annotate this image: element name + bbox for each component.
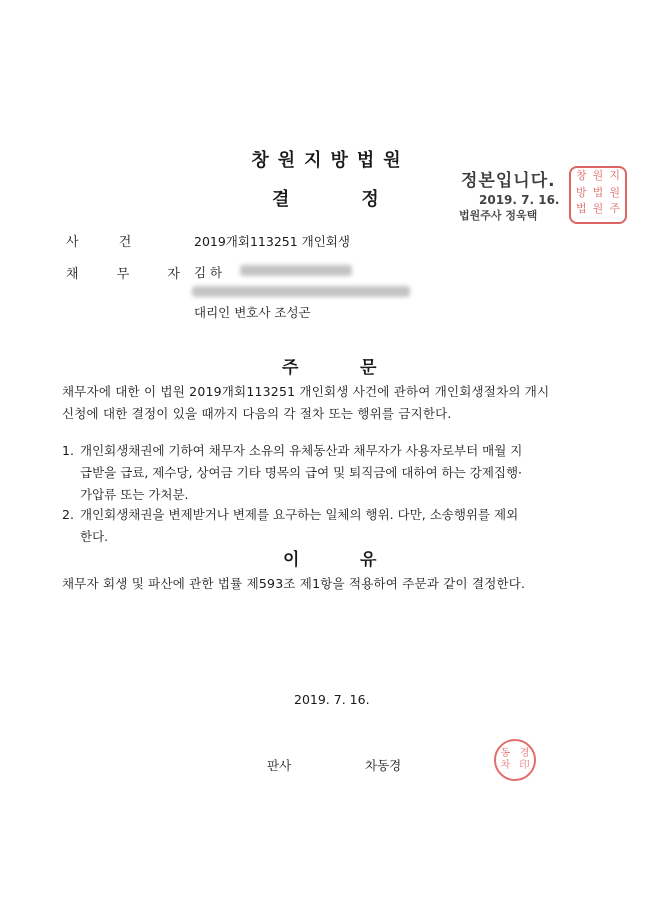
court-seal-stamp: 창 원 지 방 법 원 법 원 주 xyxy=(569,166,627,224)
order-item-1-line-2: 급받을 급료, 제수당, 상여금 기타 명목의 급여 및 퇴직금에 대하여 하는 강제집행· xyxy=(80,465,523,480)
debtor-label: 채 무 자 xyxy=(66,267,197,282)
reason-text: 채무자 회생 및 파산에 관한 법률 제593조 제1항을 적용하여 주문과 같이 결정한다. xyxy=(62,576,526,591)
document-type-title xyxy=(272,185,379,211)
decision-date: 2019. 7. 16. xyxy=(294,692,370,707)
redacted-name xyxy=(240,265,352,276)
reason-title-char-1: 이 xyxy=(283,550,300,570)
order-item-2-number: 2. xyxy=(62,507,74,522)
reason-title-char-2: 유 xyxy=(360,550,377,570)
order-item-1-number: 1. xyxy=(62,443,74,458)
order-item-2-line-2: 한다. xyxy=(80,529,109,544)
debtor-name: 김 하 xyxy=(194,265,223,280)
order-item-2-line-1: 개인회생채권을 변제받거나 변제를 요구하는 일체의 행위. 다만, 소송행위를 제외 xyxy=(80,507,519,522)
doc-type-char-2: 정 xyxy=(361,189,379,210)
redacted-address xyxy=(192,286,410,297)
doc-type-char-1: 결 xyxy=(272,189,290,210)
order-item-1-line-1: 개인회생채권에 기하여 채무자 소유의 유체동산과 채무자가 사용자로부터 매월 지 xyxy=(80,443,523,458)
order-title-char-1: 주 xyxy=(282,358,299,378)
order-title-char-2: 문 xyxy=(360,358,377,378)
judge-label: 판사 xyxy=(267,758,292,773)
order-item-1-line-3: 가압류 또는 가처분. xyxy=(80,487,189,502)
judge-name: 차동경 xyxy=(365,758,402,773)
certification-clerk: 법원주사 정욱택 xyxy=(459,209,538,222)
certification-text: 정본입니다. xyxy=(461,171,556,191)
order-intro-line-1: 채무자에 대한 이 법원 2019개회113251 개인회생 사건에 관하여 개인회생절차의 개시 xyxy=(62,384,550,399)
certification-date: 2019. 7. 16. xyxy=(479,193,560,207)
judge-seal-stamp: 동 경 차 印 xyxy=(494,739,536,781)
order-intro-line-2: 신청에 대한 결정이 있을 때까지 다음의 각 절차 또는 행위를 금지한다. xyxy=(62,406,452,421)
agent-attorney: 대리인 변호사 조성곤 xyxy=(194,305,311,320)
case-label: 사 건 xyxy=(66,235,150,250)
case-number: 2019개회113251 개인회생 xyxy=(194,234,350,249)
court-name: 창원지방법원 xyxy=(251,150,410,171)
